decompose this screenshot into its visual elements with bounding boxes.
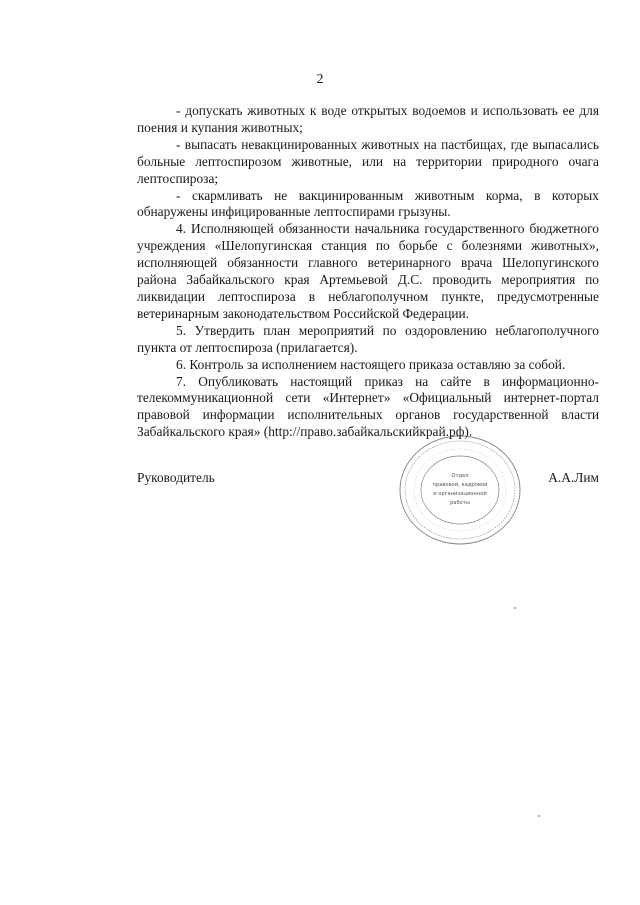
- signatory-title: Руководитель: [137, 470, 215, 485]
- paragraph-item-6: 6. Контроль за исполнением настоящего приказа оставляю за собой.: [176, 356, 566, 372]
- paragraph-ban-watering: - допускать животных к воде открытых водоемов и использовать ее для поения и купания животных;: [137, 103, 599, 135]
- document-body: [137, 103, 599, 441]
- stamp-line-4: работы: [450, 500, 470, 506]
- paragraph-item-4: 4. Исполняющей обязанности начальника государственного бюджетного учреждения «Шелопугинская станция по борьбе с болезнями животных», исполняющей обязанности главного ветеринарного врача Шелопугинского района Забайкальского края Артемьевой Д.С. проводить мероприятия по ликвидации лептоспироза в неблагополучном пункте, предусмотренные ветеринарным законодательством Российской Федерации.: [137, 221, 599, 321]
- page-number: 2: [316, 72, 324, 87]
- signatory-name: А.А.Лим: [548, 470, 599, 485]
- paragraph-ban-feeding: - скармливать не вакцинированным животным корма, в которых обнаружены инфицированные лептоспирами грызуны.: [137, 187, 599, 220]
- paragraph-item-5: 5. Утвердить план мероприятий по оздоровлению неблагополучного пункта от лептоспироза (прилагается).: [137, 322, 599, 355]
- stamp-line-3: и организационной: [433, 491, 487, 497]
- stamp-line-2: правовой, кадровой: [432, 482, 488, 488]
- scan-speck: [514, 607, 516, 609]
- stamp-seal: [398, 434, 523, 546]
- stamp-line-1: Отдел: [451, 473, 469, 479]
- paragraph-ban-grazing: - выпасать невакцинированных животных на пастбищах, где выпасались больные лептоспирозом животные, или на территории природного очага лептоспироза;: [137, 136, 599, 186]
- scan-speck: [538, 815, 540, 817]
- paragraph-item-7: 7. Опубликовать настоящий приказ на сайте в информационно-телекоммуникационной сети «Интернет» «Официальный интернет-портал правовой информации исполнительных органов государственной власти Забайкальского края» (http://право.забайкальскийкрай.рф).: [137, 373, 599, 440]
